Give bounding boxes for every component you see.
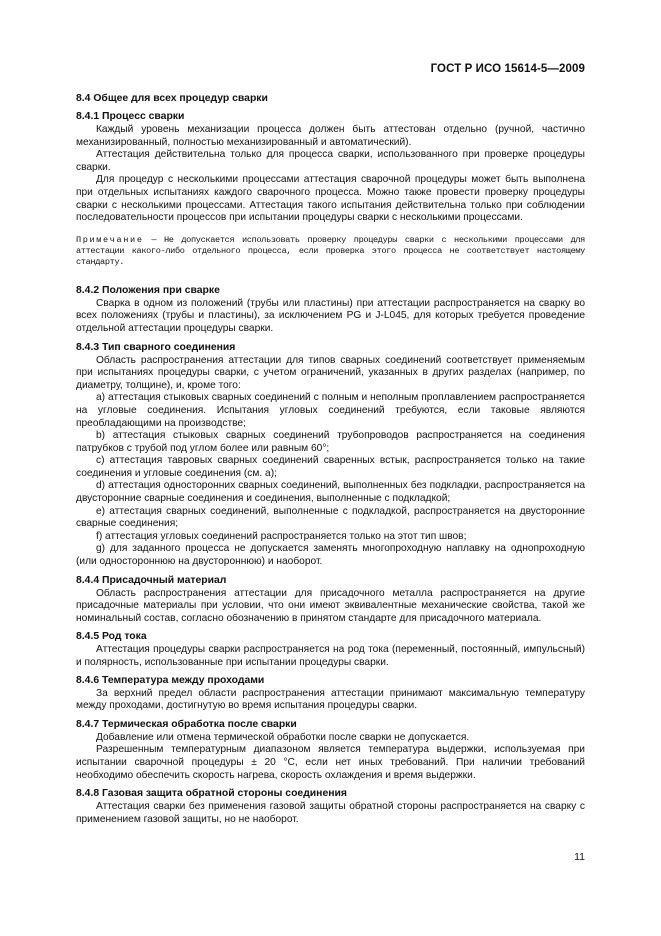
document-id-header: ГОСТ Р ИСО 15614-5—2009 [430,63,585,75]
section-8-4-1-title: 8.4.1 Процесс сварки [76,111,185,122]
section-8-4-1-paragraph-3: Для процедур с несколькими процессами аттестация сварочной процедуры может быть выполнена при отдельных испытаниях каждого сварочного процесса. Можно также провести проверку процедуры сварки с несколькими процессами. Аттестация такого испытания действительна только при соблюдении последовательности процессов при испытании процедуры сварки с несколькими процессами. [76,174,585,224]
section-8-4-8-paragraph-1: Аттестация сварки без применения газовой защиты обратной стороны распространяется на сварку с применением газовой защиты, но не наоборот. [76,801,585,825]
section-8-4-2-paragraph-1: Сварка в одном из положений (трубы или пластины) при аттестации распространяется на сварку во всех положениях (трубы и пластины), за исключением PG и J-L045, для которых требуется проведение отдельной аттестации процедуры сварки. [76,297,585,334]
page-number: 11 [574,851,585,863]
section-8-4-3-item-b: b) аттестация стыковых сварных соединений трубопроводов распространяется на соединения патрубков с трубой под углом более или равным 60°; [76,430,585,454]
section-8-4-4-title: 8.4.4 Присадочный материал [76,574,227,586]
section-8-4-7-title: 8.4.7 Термическая обработка после сварки [76,718,297,730]
section-8-4-4-paragraph-1: Область распространения аттестации для присадочного металла распространяется на другие присадочные материалы при условии, что они имеют эквивалентные механические свойства, такой же номинальный состав, согласно обозначению в принятом стандарте для присадочного материала. [76,587,585,624]
section-8-4-3-item-g: g) для заданного процесса не допускается заменять многопроходную наплавку на однопроходную (или одностороннюю на двустороннюю) и наоборот. [76,543,585,568]
section-8-4-1-note [76,235,585,268]
section-8-4-3-item-f: f) аттестация угловых соединений распространяется только на этот тип швов; [96,530,467,542]
section-8-4-3-paragraph-1: Область распространения аттестации для типов сварных соединений соответствует применяемым при испытаниях процедуры сварки, с учетом ограничений, указанных в других разделах (например, по диаметру, толщине), и, кроме того: [76,354,585,391]
section-8-4-7-paragraph-2: Разрешенным температурным диапазоном является температура выдержки, используемая при испытании сварочной процедуры ± 20 °С, если нет иных требований. При наличии требований необходимо обеспечить скорость нагрева, скорость охлаждения и время выдержки. [76,744,585,781]
section-8-4-3-item-a: a) аттестация стыковых сварных соединений с полным и неполным проплавлением распространяется на угловые соединения. Испытания угловых соединений требуются, если таковые являются преобладающими на производстве; [76,392,585,429]
section-8-4-5-title: 8.4.5 Род тока [76,631,147,643]
section-8-4-7-paragraph-1: Добавление или отмена термической обработки после сварки не допускается. [96,731,470,743]
section-8-4-3-item-d: d) аттестация односторонних сварных соединений, выполненных без подкладки, распространяется на двусторонние сварные соединения и соединения, выполненные с подкладкой; [76,480,585,505]
section-8-4-3-item-e: e) аттестация сварных соединений, выполненные с подкладкой, распространяется на двусторонние сварные соединения; [76,505,585,530]
section-8-4-8-title: 8.4.8 Газовая защита обратной стороны соединения [76,788,347,800]
section-8-4-5-paragraph-1: Аттестация процедуры сварки распространяется на род тока (переменный, постоянный, импульсный) и полярность, использованные при испытании процедуры сварки. [76,644,585,668]
section-8-4-6-title: 8.4.6 Температура между проходами [76,674,265,686]
section-8-4-1-paragraph-1: Каждый уровень механизации процесса должен быть аттестован отдельно (ручной, частично механизированный, полностью механизированный и автоматический). [76,124,585,148]
note-label: Примечание [76,234,144,245]
section-8-4-title: 8.4 Общее для всех процедур сварки [76,93,268,104]
note-text: — Не допускается использовать проверку процедуры сварки с несколькими процессами для аттестации какого-либо отдельного процесса, если проверка этого процесса не соответствует настоящему стандарту. [76,234,585,267]
page-content [76,92,585,826]
section-8-4-3-title: 8.4.3 Тип сварного соединения [76,341,236,353]
section-8-4-1-paragraph-2: Аттестация действительна только для процесса сварки, использованного при проверке процедуры сварки. [76,149,585,173]
section-8-4-3-item-c: c) аттестация тавровых сварных соединений сваренных встык, распространяется только на такие соединения и угловые соединения (см. a); [76,455,585,479]
section-8-4-6-paragraph-1: За верхний предел области распространения аттестации принимают максимальную температуру между проходами, достигнутую во время испытания процедуры сварки. [76,687,585,712]
section-8-4-2-title: 8.4.2 Положения при сварке [76,284,220,296]
